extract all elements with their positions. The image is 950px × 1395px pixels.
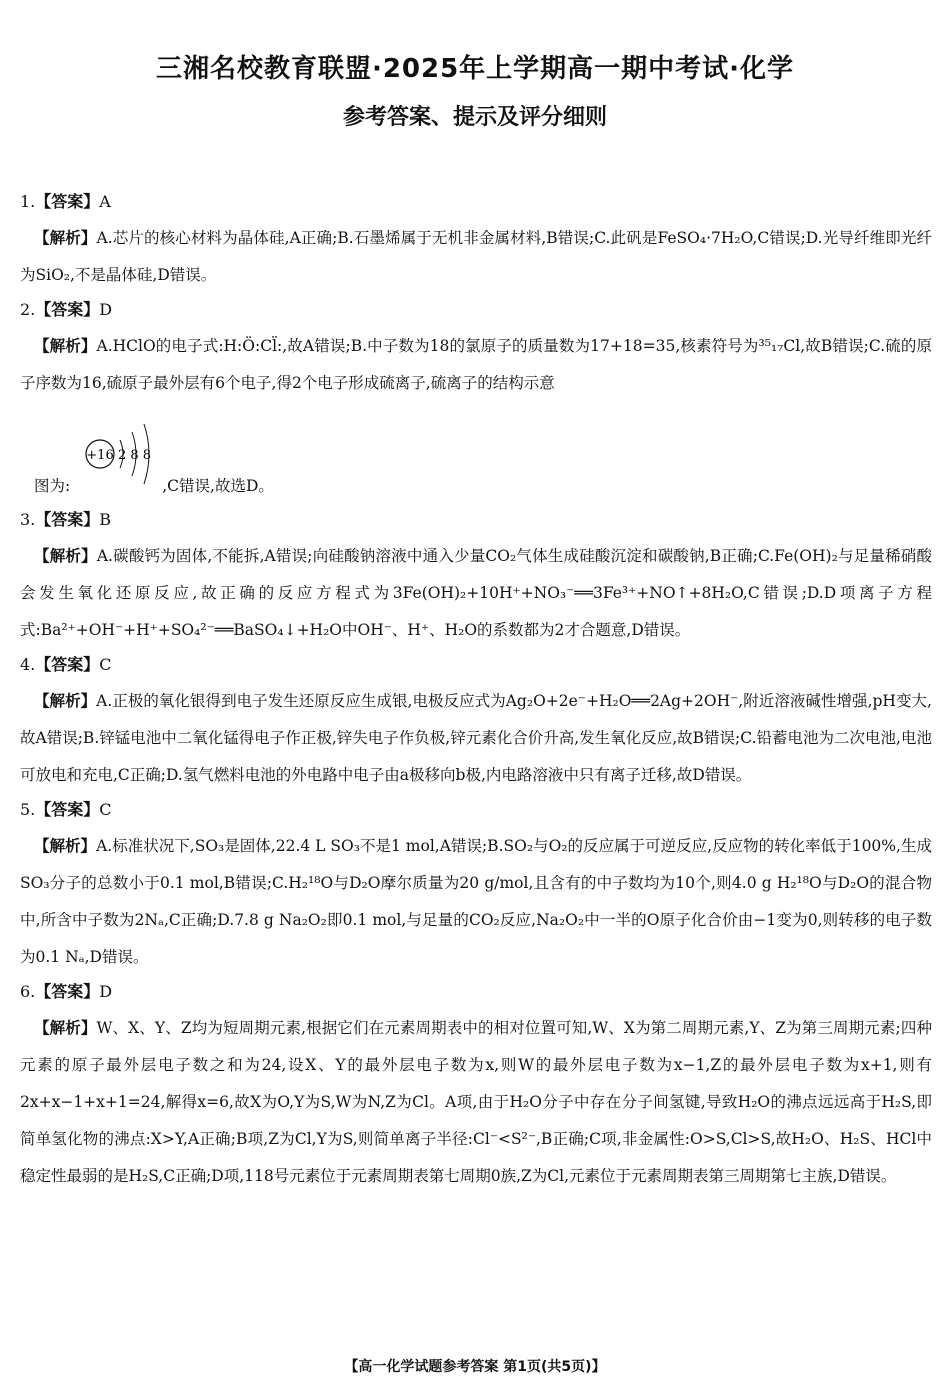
q3-number: 3. <box>20 510 36 529</box>
electron-counts: 2 8 8 <box>118 448 152 463</box>
analysis-label: 【解析】 <box>34 229 97 247</box>
q5-number: 5. <box>20 800 36 819</box>
q6-analysis <box>20 1010 932 1195</box>
answer-label: 【答案】 <box>35 300 100 319</box>
page-title: 三湘名校教育联盟·2025年上学期高一期中考试·化学 <box>155 54 795 84</box>
q5-analysis-text: A.标准状况下,SO₃是固体,22.4 L SO₃不是1 mol,A错误;B.SO₂与O₂的反应属于可逆反应,反应物的转化率低于100%,生成SO₃分子的总数小于0.1 mol,B错误;C.H₂¹⁸O与D₂O摩尔质量为20 g/mol,且含有的中子数均为10个,则4.0 g H₂¹⁸O与D₂O的混合物中,所含中子数为2Nₐ,C正确;D.7.8 g Na₂O₂即0.1 mol,与足量的CO₂反应,Na₂O₂中一半的O原子化合价由−1变为0,则转移的电子数为0.1 Nₐ,D错误。 <box>20 837 932 966</box>
answer-label: 【答案】 <box>35 192 100 211</box>
page-subtitle: 参考答案、提示及评分细则 <box>342 105 607 130</box>
q2-number: 2. <box>20 300 36 319</box>
q2-answer <box>20 296 932 328</box>
page-footer: 【高一化学试题参考答案 第1页(共5页)】 <box>344 1359 606 1375</box>
q1-number: 1. <box>20 192 36 211</box>
analysis-label: 【解析】 <box>34 547 97 565</box>
analysis-label: 【解析】 <box>34 692 97 710</box>
diagram-caption <box>34 468 274 505</box>
q5-answer <box>20 796 932 828</box>
q1-answer-value: A <box>99 192 111 211</box>
answer-content <box>20 188 932 1197</box>
answer-label: 【答案】 <box>35 982 100 1001</box>
q4-analysis-text: A.正极的氧化银得到电子发生还原反应生成银,电极反应式为Ag₂O+2e⁻+H₂O══2Ag+2OH⁻,附近溶液碱性增强,pH变大,故A错误;B.锌锰电池中二氧化锰得电子作正极,锌失电子作负极,锌元素化合价升高,发生氧化反应,故B错误;C.铅蓄电池为二次电池,电池可放电和充电,C正确;D.氢气燃料电池的外电路中电子由a极移向b极,内电路溶液中只有离子迁移,故D错误。 <box>20 692 932 784</box>
answer-label: 【答案】 <box>35 655 100 674</box>
nucleus-charge: +16 <box>86 448 114 463</box>
q5-answer-value: C <box>99 800 112 819</box>
q6-answer-value: D <box>99 982 113 1001</box>
q3-answer <box>20 506 932 538</box>
q2-analysis-text: A.HClO的电子式:H:Ö:Cl̈:,故A错误;B.中子数为18的氯原子的质量数为17+18=35,核素符号为³⁵₁₇Cl,故B错误;C.硫的原子序数为16,硫原子最外层有6个电子,得2个电子形成硫离子,硫离子的结构示意 <box>20 337 932 392</box>
analysis-label: 【解析】 <box>34 337 97 355</box>
diagram-prefix: 图为: <box>34 477 71 495</box>
q2-answer-value: D <box>99 300 113 319</box>
q6-analysis-text: W、X、Y、Z均为短周期元素,根据它们在元素周期表中的相对位置可知,W、X为第二周期元素,Y、Z为第三周期元素;四种元素的原子最外层电子数之和为24,设X、Y的最外层电子数为x,则W的最外层电子数为x−1,Z的最外层电子数为x+1,则有2x+x−1+x+1=24,解得x=6,故X为O,Y为S,W为N,Z为Cl。A项,由于H₂O分子中存在分子间氢键,导致H₂O的沸点远远高于H₂S,即简单氢化物的沸点:X>Y,A正确;B项,Z为Cl,Y为S,则简单离子半径:Cl⁻<S²⁻,B正确;C项,非金属性:O>S,Cl>S,故H₂O、H₂S、HCl中稳定性最弱的是H₂S,C正确;D项,118号元素位于元素周期表第七周期0族,Z为Cl,元素位于元素周期表第三周期第七主族,D错误。 <box>20 1019 932 1185</box>
q3-analysis <box>20 538 932 649</box>
q4-analysis <box>20 683 932 794</box>
q3-analysis-text: A.碳酸钙为固体,不能拆,A错误;向硅酸钠溶液中通入少量CO₂气体生成硅酸沉淀和碳酸钠,B正确;C.Fe(OH)₂与足量稀硝酸会发生氧化还原反应,故正确的反应方程式为3Fe(OH)₂+10H⁺+NO₃⁻══3Fe³⁺+NO↑+8H₂O,C错误;D.D项离子方程式:Ba²⁺+OH⁻+H⁺+SO₄²⁻══BaSO₄↓+H₂O中OH⁻、H⁺、H₂O的系数都为2才合题意,D错误。 <box>20 547 932 639</box>
q1-analysis-text: A.芯片的核心材料为晶体硅,A正确;B.石墨烯属于无机非金属材料,B错误;C.此矾是FeSO₄·7H₂O,C错误;D.光导纤维即光纤为SiO₂,不是晶体硅,D错误。 <box>20 229 932 284</box>
q1-answer <box>20 188 932 220</box>
q3-answer-value: B <box>99 510 112 529</box>
analysis-label: 【解析】 <box>34 837 97 855</box>
q5-analysis <box>20 828 932 976</box>
analysis-label: 【解析】 <box>34 1019 97 1037</box>
q6-number: 6. <box>20 982 36 1001</box>
q1-analysis <box>20 220 932 294</box>
answer-label: 【答案】 <box>35 510 100 529</box>
q6-answer <box>20 978 932 1010</box>
sulfide-ion-structure <box>20 402 932 506</box>
diagram-suffix: ,C错误,故选D。 <box>162 477 274 495</box>
answer-label: 【答案】 <box>35 800 100 819</box>
q4-answer-value: C <box>99 655 112 674</box>
q2-analysis <box>20 328 932 402</box>
q4-answer <box>20 651 932 683</box>
q4-number: 4. <box>20 655 36 674</box>
